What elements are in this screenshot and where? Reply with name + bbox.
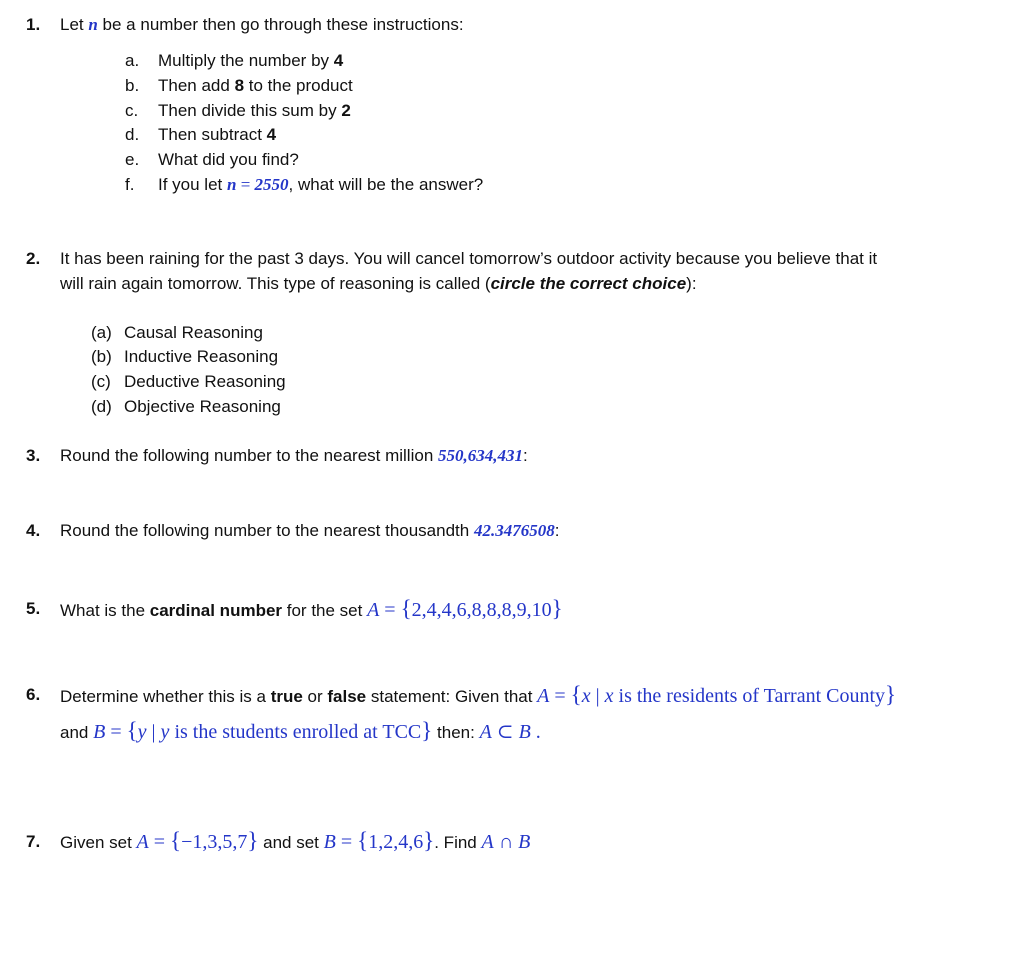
value-550634431: 550,634,431 — [438, 446, 523, 465]
set-b: B — [323, 831, 336, 853]
choice-d: (d) Objective Reasoning — [91, 397, 281, 416]
question-6-line-2: and B = {y | y is the students enrolled at TCC} then: A ⊂ B . — [60, 718, 541, 743]
question-7-number: 7. — [26, 832, 41, 851]
step-c: c. Then divide this sum by 2 — [125, 101, 351, 120]
variable-n: n — [226, 175, 237, 194]
question-6-number: 6. — [26, 685, 41, 704]
question-1-number: 1. — [26, 15, 41, 34]
choice-c: (c) Deductive Reasoning — [91, 372, 286, 391]
question-6-line-1: Determine whether this is a true or false statement: Given that A = {x | x is the residents of Tarrant County} — [60, 682, 897, 707]
question-4-number: 4. — [26, 521, 41, 540]
step-f: f. If you let n = 2550, what will be the answer? — [125, 175, 484, 194]
set-b-elements: 1,2,4,6 — [368, 831, 424, 853]
set-a-elements: −1,3,5,7 — [181, 831, 248, 853]
question-5-prompt: What is the cardinal number for the set A = {2,4,4,6,8,8,8,9,10} — [60, 596, 563, 621]
set-a: A — [537, 685, 550, 707]
question-3-prompt: Round the following number to the nearest million 550,634,431: — [60, 446, 528, 465]
value-42-3476508: 42.3476508 — [473, 521, 555, 540]
choice-b: (b) Inductive Reasoning — [91, 347, 279, 366]
variable-n: n — [88, 15, 98, 34]
step-a: a. Multiply the number by 4 — [125, 51, 344, 70]
question-3-number: 3. — [26, 446, 41, 465]
question-7-prompt: Given set A = {−1,3,5,7} and set B = {1,2,4,6}. Find A ∩ B — [60, 828, 531, 853]
question-2-line-2: will rain again tomorrow. This type of reasoning is called (circle the correct choice): — [60, 274, 697, 293]
choice-a: (a) Causal Reasoning — [91, 323, 263, 342]
set-b: B — [93, 721, 106, 743]
step-d: d. Then subtract 4 — [125, 125, 277, 144]
question-1-prompt: Let n be a number then go through these instructions: — [60, 15, 464, 34]
step-b: b. Then add 8 to the product — [125, 76, 353, 95]
question-2-line-1: It has been raining for the past 3 days. You will cancel tomorrow’s outdoor activity because you believe that it — [60, 249, 878, 268]
question-4-prompt: Round the following number to the nearest thousandth 42.3476508: — [60, 521, 560, 540]
step-e: e. What did you find? — [125, 150, 299, 169]
set-a: A — [367, 599, 380, 621]
value-2550: 2550 — [254, 175, 289, 194]
set-a-elements: 2,4,4,6,8,8,8,9,10 — [411, 599, 552, 621]
set-a: A — [136, 831, 149, 853]
question-2-number: 2. — [26, 249, 41, 268]
question-5-number: 5. — [26, 599, 41, 618]
